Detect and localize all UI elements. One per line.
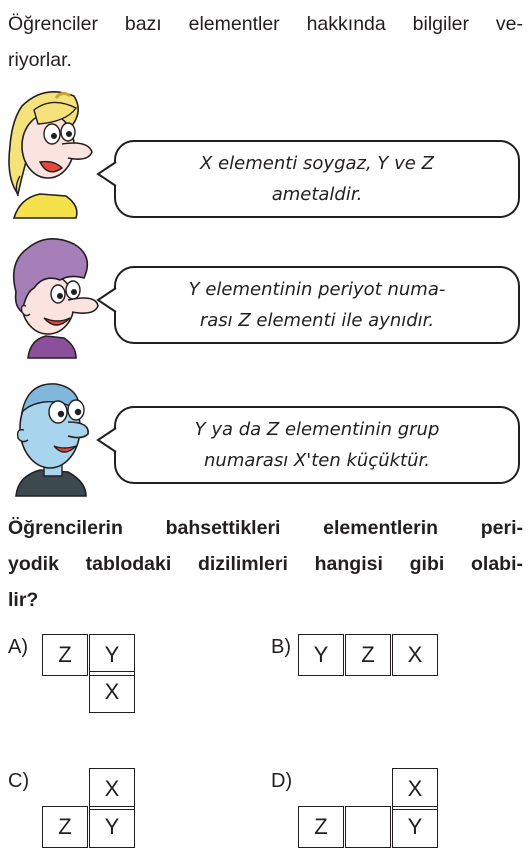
option-c-cell-y: Y xyxy=(89,806,135,848)
option-d-cell-z: Z xyxy=(298,806,344,848)
option-d-cell-y: Y xyxy=(392,806,438,848)
speech-bubble-3 xyxy=(114,406,520,484)
option-a-label[interactable]: A) xyxy=(8,636,28,658)
option-b-cell-x: X xyxy=(392,634,438,676)
statement-1-line-2: ametaldir. xyxy=(271,184,363,205)
intro-text xyxy=(8,6,523,78)
option-c-label[interactable]: C) xyxy=(8,770,30,792)
intro-line-1: Öğrenciler bazı elementler hakkında bilgiler ve- xyxy=(8,13,523,35)
girl-avatar xyxy=(4,86,104,220)
intro-line-2: riyorlar. xyxy=(8,49,72,71)
option-c-cell-x: X xyxy=(89,768,135,810)
statement-3-line-2: numarası X'ten küçüktür. xyxy=(204,450,430,471)
question-line-1: Öğrencilerin bahsettikleri elementlerin peri- xyxy=(8,517,523,539)
option-a-cell-x: X xyxy=(89,671,135,713)
speech-bubble-1 xyxy=(114,140,520,218)
speech-bubble-2 xyxy=(114,266,520,344)
boy-blue-avatar xyxy=(4,372,104,498)
option-d-label[interactable]: D) xyxy=(271,770,293,792)
question-line-3: lir? xyxy=(8,589,39,611)
question-line-2: yodik tablodaki dizilimleri hangisi gibi olabi- xyxy=(8,553,523,575)
option-a-cell-y: Y xyxy=(89,634,135,676)
option-b-cell-z: Z xyxy=(345,634,391,676)
question-text xyxy=(8,510,523,618)
speech-bubble-tail-3 xyxy=(96,426,118,454)
option-c-cell-z: Z xyxy=(42,806,88,848)
statement-1-line-1: X elementi soygaz, Y ve Z xyxy=(200,153,434,174)
speech-bubble-tail-2 xyxy=(96,286,118,314)
statement-3-line-1: Y ya da Z elementinin grup xyxy=(194,419,440,440)
option-b-cell-y: Y xyxy=(298,634,344,676)
boy-purple-avatar xyxy=(4,232,104,360)
option-d-cell-empty xyxy=(345,806,391,848)
statement-2-line-1: Y elementinin periyot numa- xyxy=(188,279,446,300)
statement-2-line-2: rası Z elementi ile aynıdır. xyxy=(199,310,435,331)
speech-bubble-tail-1 xyxy=(96,160,118,188)
option-a-cell-z: Z xyxy=(42,634,88,676)
option-d-cell-x: X xyxy=(392,768,438,810)
option-b-label[interactable]: B) xyxy=(271,636,291,658)
